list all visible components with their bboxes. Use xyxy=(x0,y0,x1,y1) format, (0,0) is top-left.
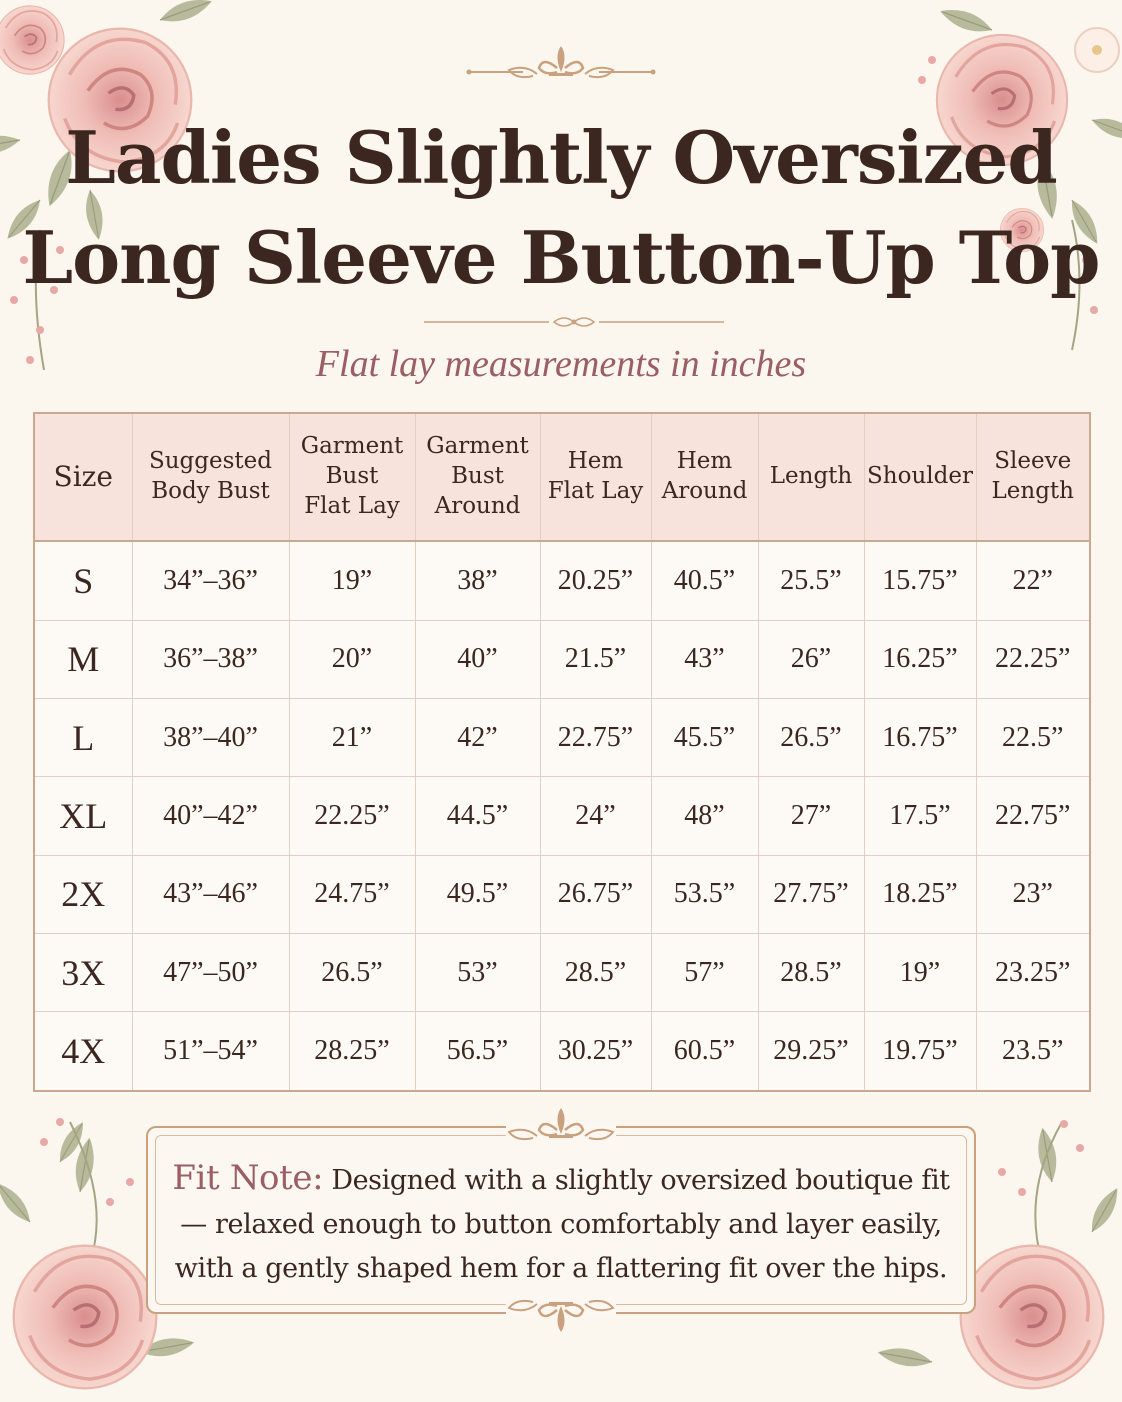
table-cell: 44.5” xyxy=(415,777,540,855)
table-cell: 22.5” xyxy=(976,699,1090,777)
table-cell: 56.5” xyxy=(415,1012,540,1091)
title-line-2: Long Sleeve Button-Up Top xyxy=(22,215,1100,300)
header-hem-flat-lay: Hem Flat Lay xyxy=(540,413,651,541)
fleur-de-lis-note-top-icon xyxy=(496,1104,626,1144)
table-cell: 17.5” xyxy=(864,777,976,855)
table-cell: 43” xyxy=(651,620,758,698)
table-cell: 57” xyxy=(651,933,758,1011)
fit-note xyxy=(168,1156,954,1291)
table-row xyxy=(34,855,1090,933)
size-cell: M xyxy=(34,620,132,698)
table-cell: 19” xyxy=(864,933,976,1011)
table-cell: 24.75” xyxy=(289,855,415,933)
table-cell: 53” xyxy=(415,933,540,1011)
table-cell: 36”–38” xyxy=(132,620,289,698)
table-header xyxy=(34,413,1090,541)
subtitle: Flat lay measurements in inches xyxy=(315,343,807,385)
table-cell: 28.25” xyxy=(289,1012,415,1091)
fleur-de-lis-note-bottom-icon xyxy=(496,1296,626,1336)
table-row xyxy=(34,1012,1090,1091)
table-cell: 51”–54” xyxy=(132,1012,289,1091)
size-cell: 3X xyxy=(34,933,132,1011)
table-cell: 23.5” xyxy=(976,1012,1090,1091)
table-cell: 38”–40” xyxy=(132,699,289,777)
table-cell: 19” xyxy=(289,541,415,620)
table-row xyxy=(34,620,1090,698)
table-cell: 25.5” xyxy=(758,541,864,620)
table-cell: 22.25” xyxy=(289,777,415,855)
table-cell: 19.75” xyxy=(864,1012,976,1091)
table-cell: 20.25” xyxy=(540,541,651,620)
table-cell: 26.5” xyxy=(758,699,864,777)
table-cell: 26.5” xyxy=(289,933,415,1011)
table-cell: 34”–36” xyxy=(132,541,289,620)
table-row xyxy=(34,541,1090,620)
table-row xyxy=(34,699,1090,777)
table-body xyxy=(34,541,1090,1091)
fit-note-text: Designed with a slightly oversized boutique fit — relaxed enough to button comfortably and layer easily, with a gently shaped hem for a flattering fit over the hips. xyxy=(174,1165,950,1284)
table-cell: 16.25” xyxy=(864,620,976,698)
table-cell: 16.75” xyxy=(864,699,976,777)
size-cell: 4X xyxy=(34,1012,132,1091)
table-cell: 23.25” xyxy=(976,933,1090,1011)
table-cell: 22.75” xyxy=(976,777,1090,855)
table-cell: 26” xyxy=(758,620,864,698)
fleur-de-lis-top-icon xyxy=(461,40,661,90)
table-cell: 29.25” xyxy=(758,1012,864,1091)
header-suggested-body-bust: Suggested Body Bust xyxy=(132,413,289,541)
table-cell: 40” xyxy=(415,620,540,698)
table-cell: 28.5” xyxy=(540,933,651,1011)
table-cell: 38” xyxy=(415,541,540,620)
table-cell: 15.75” xyxy=(864,541,976,620)
table-cell: 28.5” xyxy=(758,933,864,1011)
table-cell: 40”–42” xyxy=(132,777,289,855)
title-line-1: Ladies Slightly Oversized xyxy=(65,115,1057,200)
table-cell: 30.25” xyxy=(540,1012,651,1091)
table-cell: 42” xyxy=(415,699,540,777)
header-length: Length xyxy=(758,413,864,541)
size-cell: L xyxy=(34,699,132,777)
header-garment-bust-flat-lay: Garment Bust Flat Lay xyxy=(289,413,415,541)
size-chart-table xyxy=(33,412,1091,1092)
scroll-divider-icon xyxy=(424,312,724,332)
table-cell: 20” xyxy=(289,620,415,698)
table-cell: 43”–46” xyxy=(132,855,289,933)
table-cell: 23” xyxy=(976,855,1090,933)
header-hem-around: Hem Around xyxy=(651,413,758,541)
header-shoulder: Shoulder xyxy=(864,413,976,541)
table-cell: 21.5” xyxy=(540,620,651,698)
table-cell: 49.5” xyxy=(415,855,540,933)
table-cell: 45.5” xyxy=(651,699,758,777)
table-row xyxy=(34,777,1090,855)
table-cell: 48” xyxy=(651,777,758,855)
size-cell: XL xyxy=(34,777,132,855)
table-row xyxy=(34,933,1090,1011)
table-cell: 26.75” xyxy=(540,855,651,933)
table-cell: 27.75” xyxy=(758,855,864,933)
header-garment-bust-around: Garment Bust Around xyxy=(415,413,540,541)
table-cell: 27” xyxy=(758,777,864,855)
fit-note-label: Fit Note: xyxy=(172,1158,324,1198)
table-cell: 22.25” xyxy=(976,620,1090,698)
table-cell: 53.5” xyxy=(651,855,758,933)
table-cell: 18.25” xyxy=(864,855,976,933)
header-size: Size xyxy=(34,413,132,541)
size-cell: S xyxy=(34,541,132,620)
table-cell: 40.5” xyxy=(651,541,758,620)
size-cell: 2X xyxy=(34,855,132,933)
table-cell: 47”–50” xyxy=(132,933,289,1011)
table-cell: 24” xyxy=(540,777,651,855)
table-cell: 22.75” xyxy=(540,699,651,777)
table-cell: 22” xyxy=(976,541,1090,620)
table-cell: 21” xyxy=(289,699,415,777)
table-cell: 60.5” xyxy=(651,1012,758,1091)
header-sleeve-length: Sleeve Length xyxy=(976,413,1090,541)
